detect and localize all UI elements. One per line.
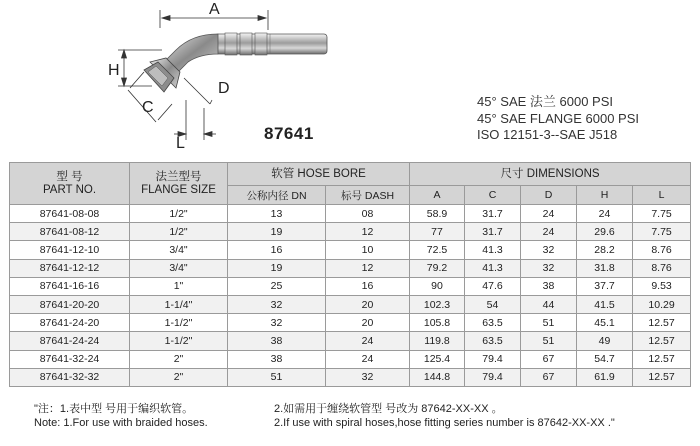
- cell-dash: 24: [326, 332, 410, 350]
- cell-l: 9.53: [633, 277, 691, 295]
- cell-dash: 16: [326, 277, 410, 295]
- table-row: [10, 295, 691, 313]
- dimension-d: [184, 78, 212, 104]
- cell-h: 37.7: [577, 277, 633, 295]
- cell-d: 38: [521, 277, 577, 295]
- cell-d: 32: [521, 259, 577, 277]
- header-l: L: [633, 186, 691, 205]
- cell-dn: 32: [228, 314, 326, 332]
- header-flange-cn: 法兰型号: [155, 170, 202, 183]
- cell-h: 28.2: [577, 241, 633, 259]
- cell-dn: 38: [228, 350, 326, 368]
- cell-d: 44: [521, 295, 577, 313]
- dimension-h-label: H: [108, 62, 120, 79]
- cell-dn: 13: [228, 205, 326, 223]
- cell-c: 63.5: [465, 314, 521, 332]
- spec-line-cn: 45° SAE 法兰 6000 PSI: [477, 94, 613, 109]
- note-2-cn: 2.如需用于缠绕软管型 号改为 87642-XX-XX 。: [274, 403, 503, 415]
- header-c: C: [465, 186, 521, 205]
- table-row: [10, 205, 691, 223]
- cell-dash: 32: [326, 368, 410, 386]
- cell-part-no: 87641-12-12: [10, 259, 130, 277]
- cell-a: 72.5: [410, 241, 465, 259]
- header-part-no-cn: 型 号: [56, 170, 83, 183]
- cell-c: 79.4: [465, 368, 521, 386]
- spec-line-en: 45° SAE FLANGE 6000 PSI: [477, 110, 640, 126]
- header-flange-en: FLANGE SIZE: [141, 183, 216, 196]
- cell-l: 12.57: [633, 350, 691, 368]
- header-dimensions: 尺寸 DIMENSIONS: [410, 163, 691, 186]
- cell-dn: 25: [228, 277, 326, 295]
- cell-h: 24: [577, 205, 633, 223]
- cell-l: 12.57: [633, 368, 691, 386]
- cell-l: 7.75: [633, 205, 691, 223]
- cell-flange-size: 1/2": [130, 223, 228, 241]
- header-dn: 公称内径 DN: [228, 186, 326, 205]
- header-d: D: [521, 186, 577, 205]
- hose-tail: [215, 33, 327, 55]
- cell-dash: 24: [326, 350, 410, 368]
- cell-flange-size: 2": [130, 368, 228, 386]
- table-row: [10, 314, 691, 332]
- header-h: H: [577, 186, 633, 205]
- cell-c: 31.7: [465, 205, 521, 223]
- cell-c: 47.6: [465, 277, 521, 295]
- table-row: [10, 259, 691, 277]
- cell-flange-size: 1/2": [130, 205, 228, 223]
- spec-line-iso: ISO 12151-3--SAE J518: [477, 127, 618, 142]
- dimensions-table: [9, 162, 691, 387]
- cell-d: 24: [521, 223, 577, 241]
- cell-flange-size: 1-1/2": [130, 314, 228, 332]
- spec-lines: [477, 94, 639, 144]
- cell-a: 90: [410, 277, 465, 295]
- note-2-en: 2.If use with spiral hoses,hose fitting series number is 87642-XX-XX .": [274, 417, 615, 429]
- header-flange-size: [130, 163, 228, 205]
- cell-part-no: 87641-32-24: [10, 350, 130, 368]
- cell-flange-size: 1-1/4": [130, 295, 228, 313]
- cell-c: 41.3: [465, 259, 521, 277]
- note-1-cn: "注：1.表中型 号用于编织软管。: [34, 403, 194, 415]
- dimension-l-label: L: [176, 135, 185, 150]
- cell-d: 32: [521, 241, 577, 259]
- cell-d: 51: [521, 332, 577, 350]
- cell-dash: 12: [326, 259, 410, 277]
- cell-dn: 19: [228, 223, 326, 241]
- dimension-l: [174, 100, 216, 140]
- cell-flange-size: 2": [130, 350, 228, 368]
- table-row: [10, 241, 691, 259]
- cell-h: 54.7: [577, 350, 633, 368]
- cell-h: 49: [577, 332, 633, 350]
- cell-dn: 16: [228, 241, 326, 259]
- cell-flange-size: 3/4": [130, 241, 228, 259]
- header-dash: 标号 DASH: [326, 186, 410, 205]
- cell-part-no: 87641-08-08: [10, 205, 130, 223]
- cell-flange-size: 3/4": [130, 259, 228, 277]
- cell-flange-size: 1-1/2": [130, 332, 228, 350]
- cell-dash: 08: [326, 205, 410, 223]
- cell-a: 144.8: [410, 368, 465, 386]
- cell-h: 61.9: [577, 368, 633, 386]
- header-a: A: [410, 186, 465, 205]
- cell-part-no: 87641-08-12: [10, 223, 130, 241]
- cell-l: 8.76: [633, 259, 691, 277]
- cell-part-no: 87641-20-20: [10, 295, 130, 313]
- cell-l: 12.57: [633, 314, 691, 332]
- cell-l: 10.29: [633, 295, 691, 313]
- cell-c: 54: [465, 295, 521, 313]
- cell-a: 105.8: [410, 314, 465, 332]
- cell-part-no: 87641-32-32: [10, 368, 130, 386]
- cell-dash: 20: [326, 295, 410, 313]
- cell-c: 31.7: [465, 223, 521, 241]
- dimension-c-label: C: [142, 99, 154, 116]
- cell-dn: 38: [228, 332, 326, 350]
- table-row: [10, 332, 691, 350]
- cell-l: 12.57: [633, 332, 691, 350]
- dimension-d-label: D: [218, 80, 230, 97]
- header-hose-bore: 软管 HOSE BORE: [228, 163, 410, 186]
- cell-a: 102.3: [410, 295, 465, 313]
- header-part-no: [10, 163, 130, 205]
- cell-part-no: 87641-12-10: [10, 241, 130, 259]
- cell-h: 31.8: [577, 259, 633, 277]
- cell-c: 63.5: [465, 332, 521, 350]
- cell-h: 41.5: [577, 295, 633, 313]
- cell-h: 29.6: [577, 223, 633, 241]
- table-row: [10, 277, 691, 295]
- cell-l: 8.76: [633, 241, 691, 259]
- cell-dn: 19: [228, 259, 326, 277]
- cell-a: 77: [410, 223, 465, 241]
- cell-d: 67: [521, 368, 577, 386]
- cell-dn: 32: [228, 295, 326, 313]
- cell-a: 79.2: [410, 259, 465, 277]
- cell-part-no: 87641-16-16: [10, 277, 130, 295]
- header-part-no-en: PART NO.: [42, 183, 97, 196]
- cell-d: 67: [521, 350, 577, 368]
- cell-dash: 10: [326, 241, 410, 259]
- cell-l: 7.75: [633, 223, 691, 241]
- cell-a: 58.9: [410, 205, 465, 223]
- table-row: [10, 368, 691, 386]
- cell-dn: 51: [228, 368, 326, 386]
- cell-flange-size: 1": [130, 277, 228, 295]
- cell-c: 79.4: [465, 350, 521, 368]
- cell-d: 51: [521, 314, 577, 332]
- cell-a: 125.4: [410, 350, 465, 368]
- cell-h: 45.1: [577, 314, 633, 332]
- note-1-en: Note: 1.For use with braided hoses.: [34, 417, 208, 429]
- notes-column-1: [34, 402, 208, 430]
- cell-part-no: 87641-24-20: [10, 314, 130, 332]
- part-number: 87641: [264, 124, 314, 143]
- cell-a: 119.8: [410, 332, 465, 350]
- table-row: [10, 223, 691, 241]
- cell-c: 41.3: [465, 241, 521, 259]
- dimension-a-label: A: [209, 1, 220, 18]
- cell-dash: 20: [326, 314, 410, 332]
- notes-column-2: [274, 402, 615, 430]
- table-row: [10, 350, 691, 368]
- cell-d: 24: [521, 205, 577, 223]
- cell-dash: 12: [326, 223, 410, 241]
- cell-part-no: 87641-24-24: [10, 332, 130, 350]
